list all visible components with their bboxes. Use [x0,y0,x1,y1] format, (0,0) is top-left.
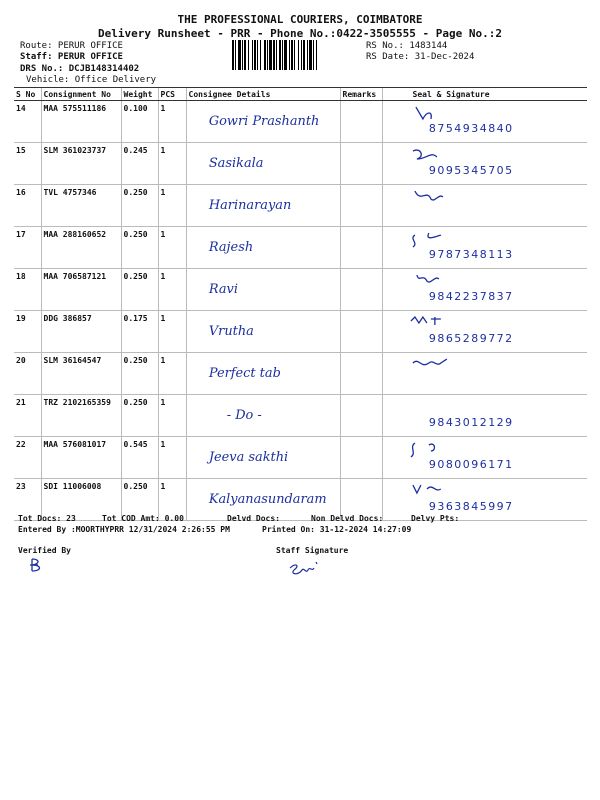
cell-weight: 0.250 [121,395,158,437]
staff-label: Staff: PERUR OFFICE [20,52,123,62]
barcode-image [232,40,359,70]
staff-signature-label: Staff Signature [276,546,349,555]
cell-remarks [340,101,382,143]
verifier-signature [26,556,52,574]
runsheet-title: Delivery Runsheet - PRR - Phone No.:0422-3505555 - Page No.:2 [98,27,502,40]
cell-remarks [340,185,382,227]
col-sno: S No [14,88,41,101]
cell-weight: 0.250 [121,479,158,521]
cell-remarks [340,227,382,269]
table-row [14,479,587,521]
cell-weight: 0.545 [121,437,158,479]
cell-pcs: 1 [158,227,186,269]
company-title: THE PROFESSIONAL COURIERS, COIMBATORE [177,13,423,26]
cell-sno: 20 [14,353,41,395]
cell-remarks [340,143,382,185]
cell-consignee [186,143,340,185]
rs-number: RS No.: 1483144 [366,41,448,51]
table-header-row [14,88,587,101]
cell-consignee [186,395,340,437]
cell-pcs: 1 [158,479,186,521]
cell-seal-signature [382,227,587,269]
phone-number: 9865289772 [428,331,514,345]
cell-seal-signature [382,395,587,437]
consignee-name: Gowri Prashanth [208,113,319,129]
cell-sno: 18 [14,269,41,311]
cell-remarks [340,311,382,353]
delivered-docs: Delvd Docs: [227,514,280,523]
cell-consignment-no: MAA 288160652 [41,227,121,269]
cell-remarks [340,353,382,395]
cell-sno: 16 [14,185,41,227]
cell-pcs: 1 [158,353,186,395]
cell-weight: 0.250 [121,227,158,269]
total-docs: Tot Docs: 23 [18,514,76,523]
cell-weight: 0.245 [121,143,158,185]
cell-pcs: 1 [158,311,186,353]
signature-mark [412,233,440,247]
signature-mark [415,107,430,119]
signature-mark [410,317,440,325]
cell-sno: 19 [14,311,41,353]
phone-number: 9842237837 [428,289,514,303]
col-seal-signature: Seal & Signature [382,88,587,101]
col-remarks: Remarks [340,88,382,101]
cell-seal-signature [382,311,587,353]
signature-mark [410,443,434,457]
signature-mark [414,191,442,200]
cell-seal-signature [382,143,587,185]
consignee-name: Kalyanasundaram [208,491,327,507]
consignee-name: - Do - [226,407,262,423]
staff-signature [286,558,322,580]
printed-on: Printed On: 31-12-2024 14:27:09 [262,525,412,534]
cell-pcs: 1 [158,185,186,227]
cell-sno: 22 [14,437,41,479]
cell-seal-signature [382,269,587,311]
col-weight: Weight [121,88,158,101]
phone-number: 9095345705 [428,163,514,177]
route-label: Route: PERUR OFFICE [20,41,123,51]
cell-seal-signature [382,101,587,143]
cell-weight: 0.250 [121,185,158,227]
cell-consignment-no: TRZ 2102165359 [41,395,121,437]
total-cod: Tot COD Amt: 0.00 [102,514,184,523]
cell-pcs: 1 [158,437,186,479]
cell-pcs: 1 [158,101,186,143]
cell-pcs: 1 [158,395,186,437]
cell-weight: 0.100 [121,101,158,143]
phone-number: 9787348113 [428,247,514,261]
signature-mark [412,485,440,493]
phone-number: 9080096171 [428,457,514,471]
phone-number: 9843012129 [428,415,514,429]
signature-mark [412,359,446,365]
cell-consignment-no: MAA 706587121 [41,269,121,311]
phone-number: 8754934840 [428,121,514,135]
table-row [14,311,587,353]
cell-consignment-no: DDG 386857 [41,311,121,353]
consignee-name: Rajesh [208,239,253,255]
consignee-name: Harinarayan [208,197,291,213]
col-pcs: PCS [158,88,186,101]
table-row [14,101,587,143]
cell-sno: 15 [14,143,41,185]
cell-consignment-no: MAA 576081017 [41,437,121,479]
verified-by-label: Verified By [18,546,71,555]
cell-seal-signature [382,437,587,479]
delivery-points: Delvy Pts: [411,514,460,523]
cell-consignment-no: SLM 361023737 [41,143,121,185]
cell-consignee [186,437,340,479]
cell-sno: 23 [14,479,41,521]
cell-consignee [186,311,340,353]
signature-mark [416,275,438,282]
entered-by: Entered By :MOORTHYPRR 12/31/2024 2:26:55 PM [18,525,230,534]
table-row [14,269,587,311]
cell-consignment-no: MAA 575511186 [41,101,121,143]
table-row [14,185,587,227]
non-delivered-docs: Non Delvd Docs: [311,514,384,523]
cell-sno: 21 [14,395,41,437]
cell-consignee [186,227,340,269]
rs-date: RS Date: 31-Dec-2024 [366,52,475,62]
cell-consignment-no: SLM 36164547 [41,353,121,395]
cell-consignee [186,353,340,395]
col-consignee: Consignee Details [186,88,340,101]
signature-mark [412,150,436,159]
cell-consignment-no: TVL 4757346 [41,185,121,227]
col-consignment: Consignment No [41,88,121,101]
cell-pcs: 1 [158,269,186,311]
cell-consignee [186,101,340,143]
cell-seal-signature [382,185,587,227]
vehicle-label: Vehicle: Office Delivery [26,75,157,85]
phone-number: 9363845997 [428,499,514,513]
cell-remarks [340,269,382,311]
cell-remarks [340,395,382,437]
table-row [14,227,587,269]
cell-consignment-no: SDI 11006008 [41,479,121,521]
cell-seal-signature [382,353,587,395]
consignee-name: Ravi [208,281,238,297]
cell-pcs: 1 [158,143,186,185]
cell-weight: 0.250 [121,269,158,311]
table-row [14,395,587,437]
table-row [14,143,587,185]
cell-weight: 0.175 [121,311,158,353]
cell-sno: 17 [14,227,41,269]
consignee-name: Jeeva sakthi [208,449,288,465]
runsheet-table [14,87,587,521]
consignee-name: Perfect tab [208,365,281,381]
consignee-name: Sasikala [208,155,263,171]
table-row [14,353,587,395]
cell-remarks [340,437,382,479]
cell-weight: 0.250 [121,353,158,395]
consignee-name: Vrutha [208,323,254,339]
table-row [14,437,587,479]
drs-number: DRS No.: DCJB148314402 [20,64,140,74]
cell-consignee [186,269,340,311]
cell-sno: 14 [14,101,41,143]
cell-consignee [186,185,340,227]
